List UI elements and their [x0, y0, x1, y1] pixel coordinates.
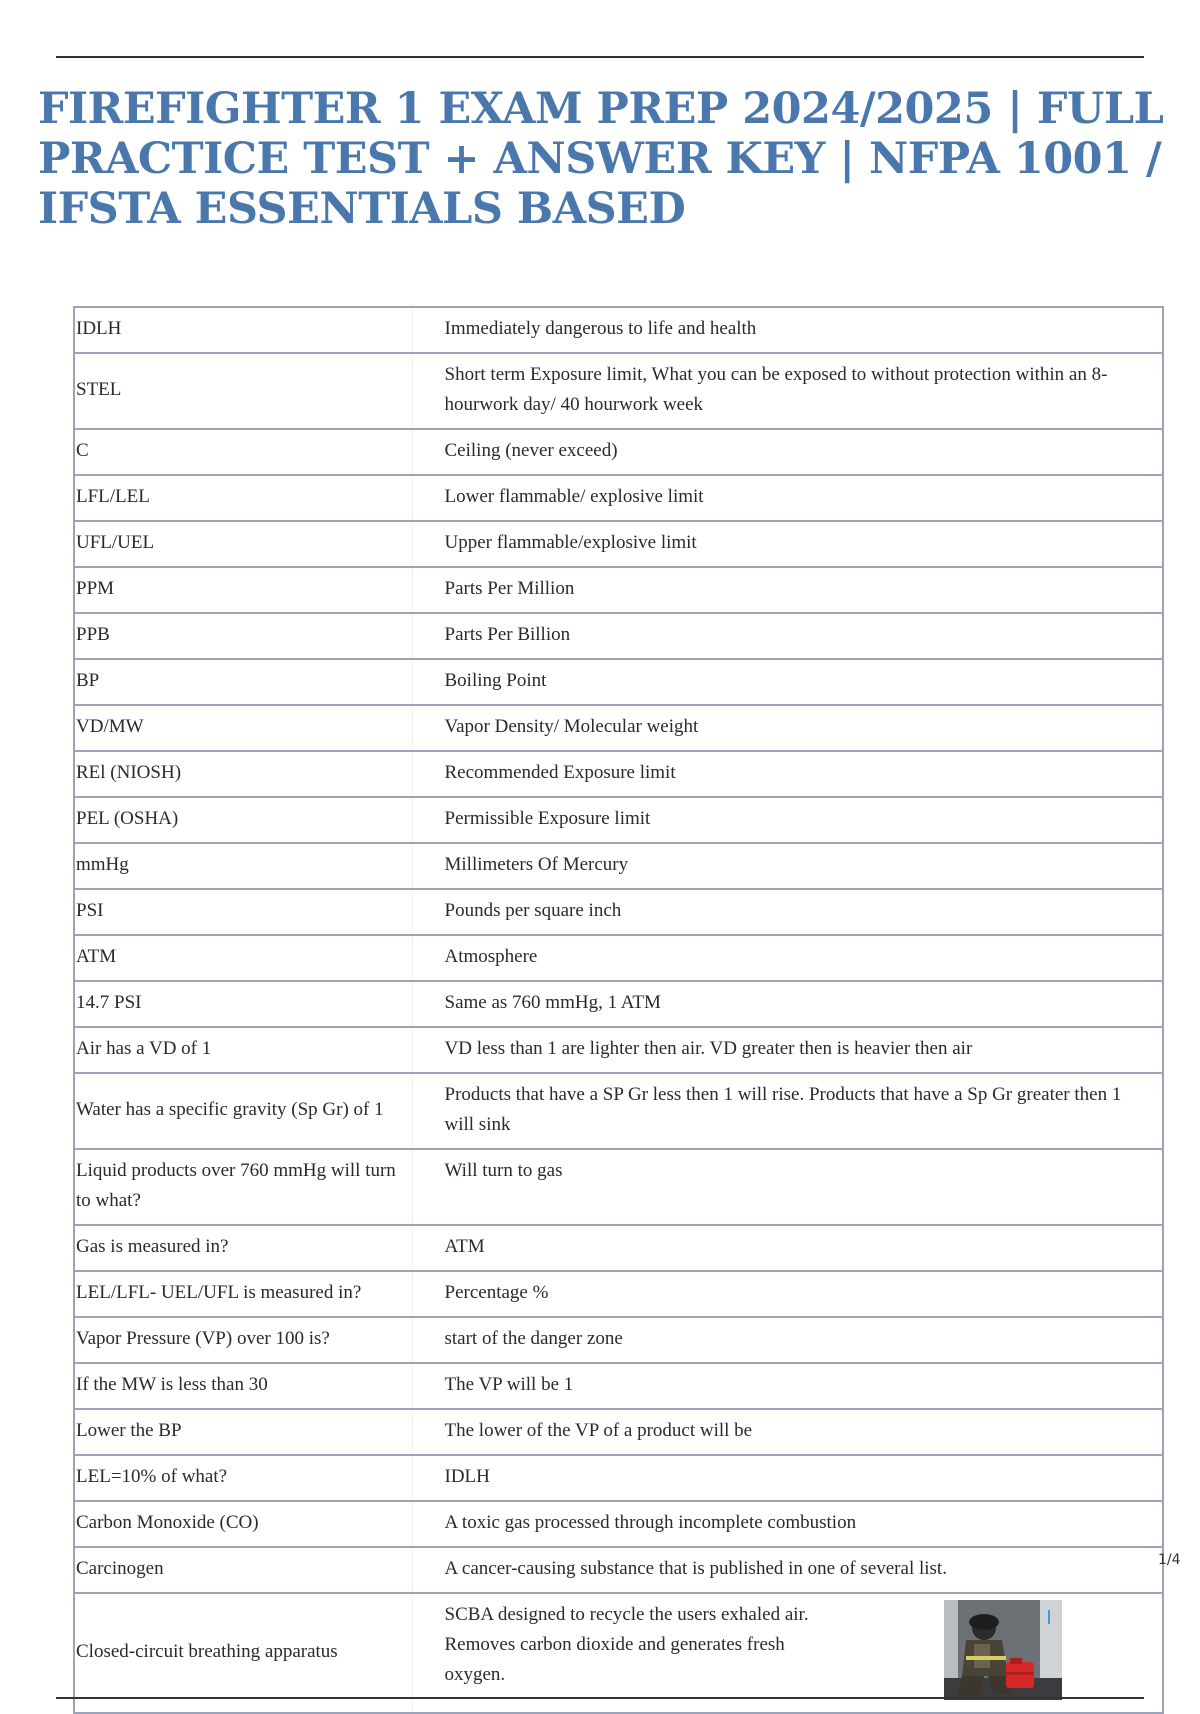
term-cell: Carbon Monoxide (CO): [74, 1501, 412, 1547]
table-row: [74, 889, 1163, 935]
term-cell: C: [74, 429, 412, 475]
table-row: [74, 353, 1163, 429]
definition-cell: [412, 1593, 1163, 1713]
table-row: [74, 705, 1163, 751]
definition-cell: Boiling Point: [412, 659, 1163, 705]
term-cell: LFL/LEL: [74, 475, 412, 521]
table-row: [74, 1547, 1163, 1593]
term-cell: VD/MW: [74, 705, 412, 751]
definition-text: SCBA designed to recycle the users exhaled air. Removes carbon dioxide and generates fresh oxygen.: [444, 1604, 809, 1685]
table-row: [74, 307, 1163, 353]
definition-cell: Pounds per square inch: [412, 889, 1163, 935]
definition-cell: Will turn to gas: [412, 1149, 1163, 1225]
term-cell: PPB: [74, 613, 412, 659]
table-row: [74, 521, 1163, 567]
table-row: [74, 1409, 1163, 1455]
definition-cell: The VP will be 1: [412, 1363, 1163, 1409]
definition-cell: Ceiling (never exceed): [412, 429, 1163, 475]
term-cell: BP: [74, 659, 412, 705]
definition-cell: Permissible Exposure limit: [412, 797, 1163, 843]
term-cell: mmHg: [74, 843, 412, 889]
definition-cell: A toxic gas processed through incomplete combustion: [412, 1501, 1163, 1547]
table-row: [74, 751, 1163, 797]
term-cell: If the MW is less than 30: [74, 1363, 412, 1409]
term-cell: 14.7 PSI: [74, 981, 412, 1027]
term-cell: STEL: [74, 353, 412, 429]
table-row: [74, 1225, 1163, 1271]
definition-cell: ATM: [412, 1225, 1163, 1271]
table-row: [74, 843, 1163, 889]
term-cell: PEL (OSHA): [74, 797, 412, 843]
term-cell: PSI: [74, 889, 412, 935]
table-row: [74, 1501, 1163, 1547]
table-row: [74, 1149, 1163, 1225]
term-cell: Closed-circuit breathing apparatus: [74, 1593, 412, 1713]
term-cell: REl (NIOSH): [74, 751, 412, 797]
definition-cell: Parts Per Million: [412, 567, 1163, 613]
definition-cell: Short term Exposure limit, What you can be exposed to without protection within an 8-hourwork day/ 40 hourwork week: [412, 353, 1163, 429]
term-cell: Gas is measured in?: [74, 1225, 412, 1271]
definition-cell: Parts Per Billion: [412, 613, 1163, 659]
term-cell: PPM: [74, 567, 412, 613]
definition-cell: Recommended Exposure limit: [412, 751, 1163, 797]
table-row: [74, 567, 1163, 613]
definition-cell: Percentage %: [412, 1271, 1163, 1317]
definition-cell: Same as 760 mmHg, 1 ATM: [412, 981, 1163, 1027]
table-row: [74, 1593, 1163, 1713]
definition-cell: The lower of the VP of a product will be: [412, 1409, 1163, 1455]
table-row: [74, 935, 1163, 981]
term-cell: LEL/LFL- UEL/UFL is measured in?: [74, 1271, 412, 1317]
term-cell: LEL=10% of what?: [74, 1455, 412, 1501]
definition-cell: VD less than 1 are lighter then air. VD greater then is heavier then air: [412, 1027, 1163, 1073]
page-number: 1/4: [1158, 1552, 1181, 1568]
definition-wrapper: [445, 1600, 1143, 1690]
term-cell: Water has a specific gravity (Sp Gr) of 1: [74, 1073, 412, 1149]
bottom-rule: [56, 1697, 1144, 1699]
table-row: [74, 659, 1163, 705]
definition-cell: start of the danger zone: [412, 1317, 1163, 1363]
firefighter-illustration: [944, 1600, 1062, 1700]
definition-cell: A cancer-causing substance that is published in one of several list.: [412, 1547, 1163, 1593]
glossary-body: [74, 307, 1163, 1713]
table-row: [74, 1073, 1163, 1149]
table-row: [74, 797, 1163, 843]
term-cell: Liquid products over 760 mmHg will turn to what?: [74, 1149, 412, 1225]
definition-cell: Lower flammable/ explosive limit: [412, 475, 1163, 521]
table-row: [74, 1455, 1163, 1501]
table-row: [74, 613, 1163, 659]
term-cell: Carcinogen: [74, 1547, 412, 1593]
table-row: [74, 1271, 1163, 1317]
table-row: [74, 1317, 1163, 1363]
glossary-table: [73, 306, 1164, 1714]
term-cell: ATM: [74, 935, 412, 981]
definition-cell: Upper flammable/explosive limit: [412, 521, 1163, 567]
firefighter-photo: [944, 1600, 1062, 1700]
term-cell: Vapor Pressure (VP) over 100 is?: [74, 1317, 412, 1363]
table-row: [74, 981, 1163, 1027]
definition-cell: Products that have a SP Gr less then 1 will rise. Products that have a Sp Gr greater then 1 will sink: [412, 1073, 1163, 1149]
term-cell: UFL/UEL: [74, 521, 412, 567]
term-cell: Lower the BP: [74, 1409, 412, 1455]
term-cell: IDLH: [74, 307, 412, 353]
term-cell: Air has a VD of 1: [74, 1027, 412, 1073]
definition-cell: Atmosphere: [412, 935, 1163, 981]
document-title: FIREFIGHTER 1 EXAM PREP 2024/2025 | FULL PRACTICE TEST + ANSWER KEY | NFPA 1001 / IFSTA ESSENTIALS BASED: [38, 84, 1164, 234]
definition-cell: Millimeters Of Mercury: [412, 843, 1163, 889]
definition-cell: IDLH: [412, 1455, 1163, 1501]
table-row: [74, 1363, 1163, 1409]
definition-cell: Immediately dangerous to life and health: [412, 307, 1163, 353]
table-row: [74, 475, 1163, 521]
table-row: [74, 1027, 1163, 1073]
definition-cell: Vapor Density/ Molecular weight: [412, 705, 1163, 751]
top-rule: [56, 56, 1144, 58]
table-row: [74, 429, 1163, 475]
